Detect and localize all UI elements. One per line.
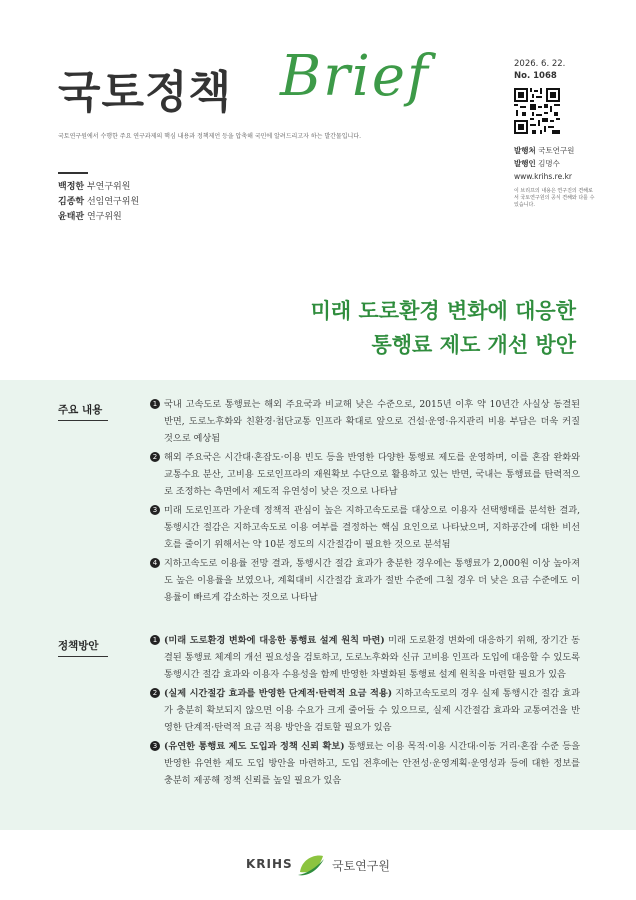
policy-item-text (164, 632, 580, 683)
publication-title-brief: Brief (280, 44, 430, 109)
summary-item (150, 396, 580, 447)
summary-section-label: 주요 내용 (58, 404, 103, 416)
author-name: 백정한 (58, 182, 85, 192)
number-badge: 2 (150, 452, 160, 462)
author-name: 윤태관 (58, 212, 85, 222)
policy-item-title: (실제 시간절감 효과를 반영한 단계적·탄력적 요금 적용) (164, 688, 393, 699)
website-link[interactable]: www.krihs.re.kr (514, 172, 572, 181)
author-role: 부연구위원 (86, 182, 131, 192)
author-list (58, 180, 139, 225)
policy-item-text (164, 685, 580, 736)
author-role: 선임연구위원 (86, 197, 140, 207)
leaf-logo-icon (296, 852, 326, 878)
policy-item-title: (미래 도로환경 변화에 대응한 통행료 설계 원칙 마련) (164, 635, 385, 646)
author-divider (58, 172, 88, 174)
policy-items (150, 632, 580, 791)
summary-item-text: 해외 주요국은 시간대·혼잡도·이용 빈도 등을 반영한 다양한 통행료 제도를 운영하며, 이를 혼잡 완화와 교통수요 분산, 고비용 도로인프라의 재원확보 수단으로 활용하고 있는 반면, 국내는 통행료를 탄력적으로 조정하는 측면에서 제도적 유연성이 낮은 것으로 나타남 (164, 452, 580, 497)
summary-item-text: 국내 고속도로 통행료는 해외 주요국과 비교해 낮은 수준으로, 2015년 이후 약 10년간 사실상 동결된 반면, 도로노후화와 친환경·첨단교통 인프라 확대로 앞으로 건설·운영·유지관리 비용 부담은 더욱 커질 것으로 예상됨 (164, 399, 580, 444)
summary-item (150, 449, 580, 500)
issuer-label: 발행인 (514, 159, 536, 168)
krihs-logo[interactable] (246, 852, 406, 878)
number-badge: 3 (150, 505, 160, 515)
tagline: 국토연구원에서 수행한 주요 연구과제의 핵심 내용과 정책제언 등을 압축해 국민에 알려드리고자 하는 발간물입니다. (58, 133, 362, 140)
policy-item (150, 685, 580, 736)
publisher-label: 발행처 (514, 146, 536, 155)
number-badge: 3 (150, 741, 160, 751)
summary-item-text: 지하고속도로 이용률 전망 결과, 통행시간 절감 효과가 충분한 경우에는 통행료가 2,000원 이상 높아져도 높은 이용률을 보였으나, 계획대비 시간절감 효과가 절반 수준에 그칠 경우 더 낮은 요금 수준에도 이용률이 빠르게 감소하는 것으로 나타남 (164, 558, 580, 603)
summary-item (150, 555, 580, 606)
footer (0, 830, 636, 900)
issue-date: 2026. 6. 22. (514, 59, 566, 69)
policy-section-label: 정책방안 (58, 640, 99, 652)
policy-item-body: 미래 도로환경 변화에 대응하기 위해, 장기간 동결된 통행료 체계의 개선 필요성을 검토하고, 도로노후화와 신규 고비용 인프라 도입에 대응할 수 있도록 통행시간 절감 효과와 이용자 수용성을 함께 반영한 차별화된 통행료 설계 원칙을 마련할 필요가 있음 (164, 635, 580, 680)
policy-item-text (164, 738, 580, 789)
issuer-name: 김명수 (538, 159, 560, 168)
summary-items (150, 396, 580, 608)
number-badge: 1 (150, 635, 160, 645)
policy-item-body: 통행료는 이용 목적·이용 시간대·이동 거리·혼잡 수준 등을 반영한 유연한 제도 도입 방안을 마련하고, 도입 전후에는 안전성·운영계획·운영성과 등에 대한 정보를 충분히 제공해 정책 신뢰를 높일 필요가 있음 (164, 741, 580, 786)
disclaimer-note: 이 브리프의 내용은 연구진의 견해로서 국토연구원의 공식 견해와 다를 수 있습니다. (514, 188, 595, 208)
policy-item (150, 738, 580, 789)
summary-item (150, 502, 580, 553)
masthead (58, 44, 498, 128)
issue-info (514, 58, 565, 82)
policy-item-title: (유연한 통행료 제도 도입과 정책 신뢰 확보) (164, 741, 345, 752)
summary-item-text: 미래 도로인프라 가운데 정책적 관심이 높은 지하고속도로를 대상으로 이용자 선택행태를 분석한 결과, 통행시간 절감은 지하고속도로 이용 여부를 결정하는 핵심 요인으로 나타났으며, 지하공간에 대한 비선호를 줄이기 위해서는 약 10분 정도의 시간절감이 필요한 것으로 분석됨 (164, 505, 580, 550)
number-badge: 2 (150, 688, 160, 698)
qr-code-icon[interactable] (514, 88, 560, 134)
issue-number: No. 1068 (514, 71, 557, 81)
headline-line-1: 미래 도로환경 변화에 대응한 (310, 299, 576, 323)
policy-item-body: 지하고속도로의 경우 실제 통행시간 절감 효과가 충분히 확보되지 않으면 이용 수요가 크게 줄어들 수 있으므로, 실제 시간절감 효과와 교통여건을 반영한 단계적·탄력적 요금 적용 방안을 검토할 필요가 있음 (164, 688, 580, 733)
author-role: 연구위원 (86, 212, 122, 222)
logo-text: KRIHS (246, 857, 293, 871)
author-item (58, 195, 139, 210)
report-headline (311, 294, 576, 362)
publisher-info (514, 144, 574, 183)
author-item (58, 180, 139, 195)
number-badge: 1 (150, 399, 160, 409)
summary-band (0, 380, 636, 830)
number-badge: 4 (150, 558, 160, 568)
org-name: 국토연구원 (332, 859, 390, 873)
author-item (58, 210, 139, 225)
publisher-name: 국토연구원 (538, 146, 575, 155)
headline-line-2: 통행료 제도 개선 방안 (371, 333, 576, 357)
policy-item (150, 632, 580, 683)
publication-title: 국토정책 (58, 67, 233, 118)
author-name: 김종학 (58, 197, 85, 207)
